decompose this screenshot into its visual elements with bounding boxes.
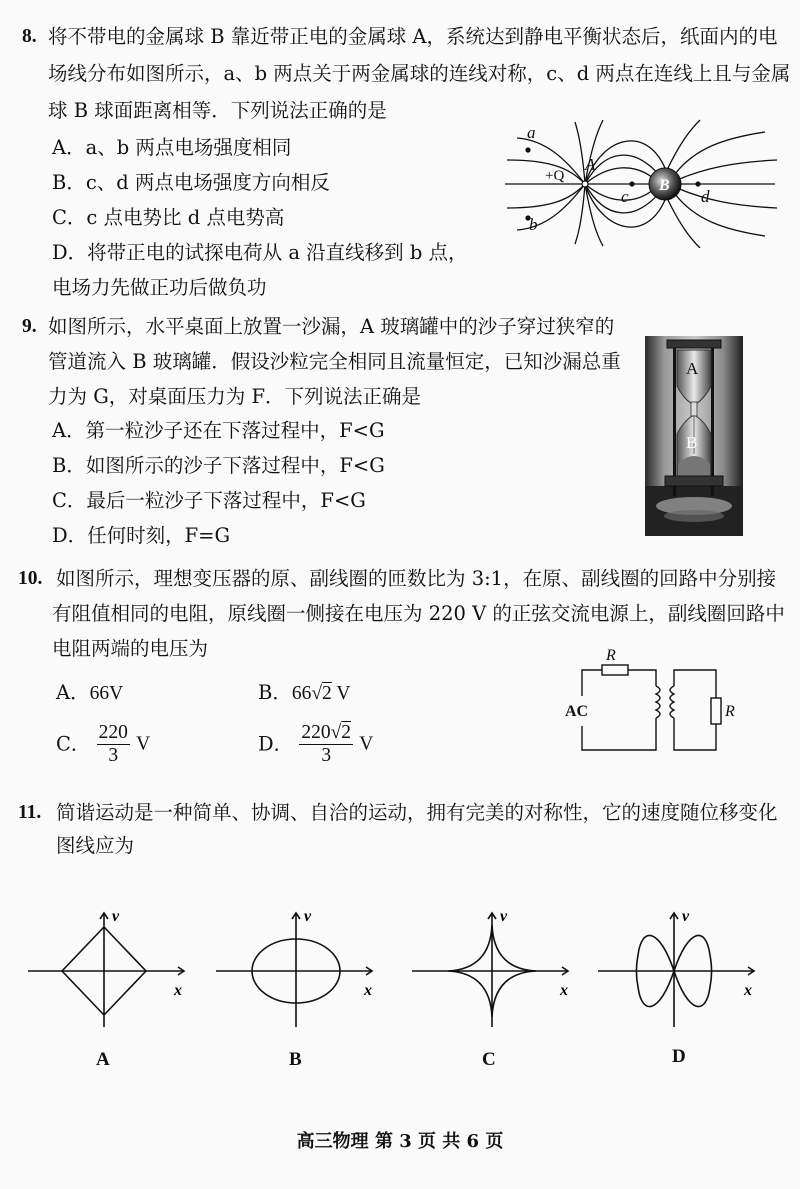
- q8-line-3: 球 B 球面距离相等．下列说法正确的是: [48, 99, 387, 122]
- sqrt-icon: √: [311, 683, 323, 704]
- label-r-top: R: [606, 648, 616, 664]
- label-d: d: [701, 187, 710, 206]
- graph-b-v-label: v: [304, 908, 312, 925]
- q10-option-c: [56, 722, 150, 767]
- sphere-a: [582, 181, 588, 187]
- q11-line-1: 简谐运动是一种简单、协调、自洽的运动，拥有完美的对称性，它的速度随位移变化: [56, 801, 778, 824]
- q8-number: 8.: [22, 26, 37, 47]
- q10-option-a-label: A．: [56, 681, 90, 704]
- label-sphere-a: A: [585, 155, 596, 174]
- q10-option-d-fraction: [299, 722, 353, 767]
- q10-option-d-den: 3: [321, 745, 332, 766]
- q8-option-b: B．c、d 两点电场强度方向相反: [52, 171, 330, 194]
- q10-line-1: 如图所示，理想变压器的原、副线圈的匝数比为 3:1，在原、副线圈的回路中分别接: [56, 567, 777, 590]
- q9-line-1: 如图所示，水平桌面上放置一沙漏，A 玻璃罐中的沙子穿过狭窄的: [48, 315, 615, 338]
- graph-b-label: B: [289, 1049, 302, 1070]
- q10-option-d: [258, 722, 373, 767]
- hourglass-label-a: A: [686, 359, 699, 378]
- q11-number: 11.: [18, 802, 42, 823]
- q9-option-b: B．如图所示的沙子下落过程中，F<G: [52, 454, 385, 477]
- label-charge: +Q: [545, 168, 565, 184]
- label-ac-source: AC: [565, 703, 589, 720]
- q10-option-d-root: 2: [341, 722, 352, 743]
- graph-d-v-label: v: [682, 908, 690, 925]
- q9-option-c: C．最后一粒沙子下落过程中，F<G: [52, 489, 366, 512]
- resistor-primary: [602, 665, 628, 675]
- graph-a-v-label: v: [112, 908, 120, 925]
- graph-c-v-label: v: [500, 908, 508, 925]
- q10-option-c-num: 220: [98, 722, 128, 743]
- graph-a-x-label: x: [174, 982, 182, 999]
- graph-c-label: C: [482, 1049, 496, 1070]
- q9-line-3: 力为 G，对桌面压力为 F．下列说法正确是: [48, 385, 422, 408]
- q10-line-3: 电阻两端的电压为: [52, 637, 209, 660]
- graph-d: [594, 905, 766, 1035]
- q8-option-d-cont: 电场力先做正功后做负功: [52, 276, 267, 299]
- graph-c: [408, 905, 580, 1035]
- label-r-right: R: [725, 703, 735, 720]
- label-c: c: [621, 187, 629, 206]
- point-c: [629, 181, 634, 186]
- transformer-circuit: [560, 648, 740, 758]
- q10-option-d-label: D．: [258, 732, 294, 756]
- graph-a-label: A: [96, 1049, 110, 1070]
- resistor-secondary: [711, 698, 721, 724]
- q9-line-2: 管道流入 B 玻璃罐．假设沙粒完全相同且流量恒定，已知沙漏总重: [48, 350, 621, 373]
- q9-number: 9.: [22, 316, 37, 337]
- q10-option-b-root: 2: [322, 683, 332, 704]
- page-footer: 高三物理 第 3 页 共 6 页: [296, 1131, 504, 1152]
- q10-option-a: [56, 676, 123, 710]
- q8-line-2: 场线分布如图所示，a、b 两点关于两金属球的连线对称，c、d 两点在连线上且与金属: [48, 62, 791, 85]
- q8-line-1: 将不带电的金属球 B 靠近带正电的金属球 A，系统达到静电平衡状态后，纸面内的电: [48, 25, 778, 48]
- q8-option-d: D．将带正电的试探电荷从 a 沿直线移到 b 点，: [52, 241, 468, 264]
- graph-a: [24, 905, 196, 1035]
- label-sphere-b: B: [659, 177, 670, 194]
- q10-option-c-den: 3: [108, 745, 119, 766]
- hourglass-label-b: B: [686, 433, 698, 452]
- point-d: [695, 181, 700, 186]
- q9-option-d: D．任何时刻，F=G: [52, 524, 231, 547]
- q8-option-c: C．c 点电势比 d 点电势高: [52, 206, 285, 229]
- q10-option-b-unit: V: [336, 683, 351, 704]
- q10-option-b: [258, 676, 350, 710]
- electric-field-figure: [495, 118, 785, 248]
- label-a: a: [527, 123, 536, 142]
- label-b: b: [529, 215, 538, 234]
- primary-coil: [656, 686, 660, 718]
- q10-option-c-label: C．: [56, 732, 91, 756]
- q10-option-b-coef: 66: [291, 683, 312, 704]
- q9-option-a: A．第一粒沙子还在下落过程中，F<G: [52, 419, 385, 442]
- q10-option-d-num: 220: [301, 722, 331, 743]
- graph-d-label: D: [672, 1046, 686, 1067]
- sqrt-icon: √: [330, 722, 342, 743]
- point-a: [525, 147, 530, 152]
- secondary-coil: [670, 686, 674, 718]
- q10-option-c-unit: V: [136, 733, 151, 755]
- hourglass-photo: [645, 336, 743, 536]
- q10-number: 10.: [18, 568, 43, 589]
- q10-option-a-value: 66V: [89, 683, 124, 704]
- graph-b: [212, 905, 384, 1035]
- graph-c-x-label: x: [560, 982, 568, 999]
- q8-option-a: A．a、b 两点电场强度相同: [52, 136, 292, 159]
- q10-line-2: 有阻值相同的电阻，原线圈一侧接在电压为 220 V 的正弦交流电源上，副线圈回路中: [52, 602, 785, 625]
- graph-b-x-label: x: [364, 982, 372, 999]
- q10-option-c-fraction: [97, 722, 130, 767]
- q10-option-d-unit: V: [359, 733, 374, 755]
- q11-line-2: 图线应为: [56, 834, 135, 857]
- q10-option-b-label: B．: [258, 681, 292, 704]
- graph-d-x-label: x: [744, 982, 752, 999]
